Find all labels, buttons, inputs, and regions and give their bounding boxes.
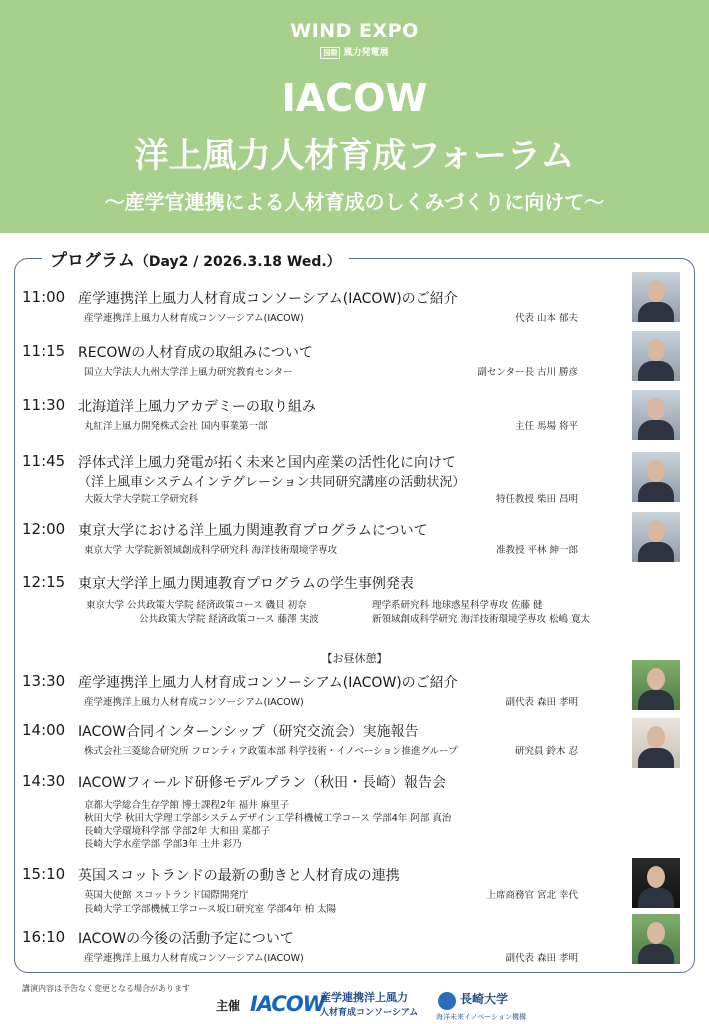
speaker-photo [632,660,680,710]
session-1400 [22,721,622,761]
student-presenter: 長崎大学水産学部 学部3年 土井 彩乃 [84,839,242,850]
session-time: 14:00 [22,721,66,739]
speaker-photo [632,272,680,322]
disclaimer-note: 講演内容は予告なく変更となる場合があります [22,984,190,993]
expo-sub-text: 風力発電展 [343,48,389,58]
session-time: 11:00 [22,288,66,306]
session-1330 [22,672,622,712]
session-title: RECOWの人材育成の取組みについて [78,345,313,361]
session-time: 11:15 [22,342,66,360]
session-1200 [22,520,622,560]
expo-subtitle [0,45,709,59]
session-time: 13:30 [22,672,66,690]
session-1510 [22,865,622,915]
session-org: 産学連携洋上風力人材育成コンソーシアム(IACOW) [84,697,304,708]
forum-title-line1: IACOW [281,76,428,120]
forum-subtitle: 〜産学官連携による人材育成のしくみづくりに向けて〜 [104,190,605,214]
session-speaker: 特任教授 柴田 昌明 [495,494,578,505]
session-speaker: 准教授 平林 紳一郎 [495,545,578,556]
nagasaki-univ: 長崎大学 [460,992,509,1006]
session-org: 英国大使館 スコットランド国際開発庁 [84,890,249,901]
student-presenter: 秋田大学 秋田大学理工学部システムデザイン工学科機械工学コース 学部4年 阿部 真治 [84,813,452,824]
session-1100 [22,288,622,328]
student-presenter: 公共政策大学院 経済政策コース 藤澤 実波 [139,614,319,625]
session-org: 産学連携洋上風力人材育成コンソーシアム(IACOW) [84,313,304,324]
student-presenter: 長崎大学環境科学部 学部2年 大和田 菜都子 [84,826,271,837]
session-title: 北海道洋上風力アカデミーの取り組み [78,399,316,415]
speaker-photo [632,512,680,562]
session-title-2: （洋上風車システムインテグレーション共同研究講座の活動状況） [78,475,466,490]
student-presenter: 理学系研究科 地球惑星科学専攻 佐藤 健 [372,600,543,611]
program-label-text: プログラム [50,251,135,271]
speaker-photo [632,390,680,440]
student-presenter: 京都大学総合生存学館 博士課程2年 福井 麻里子 [84,800,290,811]
speaker-photo [632,718,680,768]
student-presenter: 東京大学 公共政策大学院 経済政策コース 磯貝 初奈 [86,600,307,611]
host-label: 主催 [216,999,241,1013]
session-speaker: 研究員 鈴木 忍 [514,746,578,757]
forum-title-line2: 洋上風力人材育成フォーラム [134,136,575,176]
student-presenter: 新領域創成科学研究 海洋技術環境学専攻 松嶋 寛太 [372,614,591,625]
session-title: 東京大学洋上風力関連教育プログラムの学生事例発表 [78,576,414,592]
session-speaker: 副代表 森田 孝明 [505,953,578,964]
session-org: 株式会社三菱総合研究所 フロンティア政策本部 科学技術・イノベーション推進グループ [84,746,458,757]
speaker-photo [632,858,680,908]
session-title: IACOW合同インターンシップ（研究交流会）実施報告 [78,724,419,740]
session-org: 東京大学 大学院新領域創成科学研究科 海洋技術環境学専攻 [84,545,338,556]
session-time: 16:10 [22,928,66,946]
session-org: 国立大学法人九州大学洋上風力研究教育センター [84,367,293,378]
session-speaker: 副代表 森田 孝明 [505,697,578,708]
session-1145 [22,452,622,512]
header-banner [0,0,709,233]
session-speaker: 代表 山本 郁夫 [514,313,578,324]
nagasaki-sub: 海洋未来イノベーション機構 [436,1013,527,1021]
session-time: 11:30 [22,396,66,414]
session-org: 大阪大学大学院工学研究科 [84,494,199,505]
nagasaki-logo-icon [438,992,456,1010]
session-org: 産学連携洋上風力人材育成コンソーシアム(IACOW) [84,953,304,964]
session-title: IACOWの今後の活動予定について [78,931,294,947]
speaker-photo [632,914,680,964]
session-title: 浮体式洋上風力発電が拓く未来と国内産業の活性化に向けて [78,455,456,471]
session-time: 11:45 [22,452,66,470]
session-time: 12:00 [22,520,66,538]
session-title: 産学連携洋上風力人材育成コンソーシアム(IACOW)のご紹介 [78,675,458,691]
expo-title: WIND EXPO [290,20,419,42]
session-org-2: 長崎大学工学部機械工学コース坂口研究室 学部4年 柏 太陽 [84,904,337,915]
session-speaker: 上席商務官 宮北 幸代 [486,890,578,901]
speaker-photo [632,331,680,381]
session-1130 [22,396,622,436]
footer [0,988,709,1024]
session-1430 [22,772,622,792]
speaker-photo [632,452,680,502]
session-title: 東京大学における洋上風力関連教育プログラムについて [78,523,428,539]
consortium-name: 産学連携洋上風力 [320,991,408,1004]
expo-badge: 国際 [320,47,340,59]
session-title: 産学連携洋上風力人材育成コンソーシアム(IACOW)のご紹介 [78,291,458,307]
iacow-logo: IACOW [250,992,325,1016]
session-1115 [22,342,622,382]
session-time: 14:30 [22,772,66,790]
session-title: 英国スコットランドの最新の動きと人材育成の連携 [78,868,400,884]
session-title: IACOWフィールド研修モデルプラン（秋田・長崎）報告会 [78,775,446,791]
session-1610 [22,928,622,968]
session-time: 15:10 [22,865,66,883]
program-label [42,246,349,271]
program-day: （Day2 / 2026.3.18 Wed.） [134,254,341,270]
session-speaker: 主任 馬場 将平 [514,421,578,432]
session-speaker: 副センター長 古川 勝彦 [477,367,578,378]
session-org: 丸紅洋上風力開発株式会社 国内事業第一部 [84,421,268,432]
session-time: 12:15 [22,573,66,591]
lunch-break: 【お昼休憩】 [321,652,388,665]
consortium-name-2: 人材育成コンソーシアム [320,1008,419,1018]
